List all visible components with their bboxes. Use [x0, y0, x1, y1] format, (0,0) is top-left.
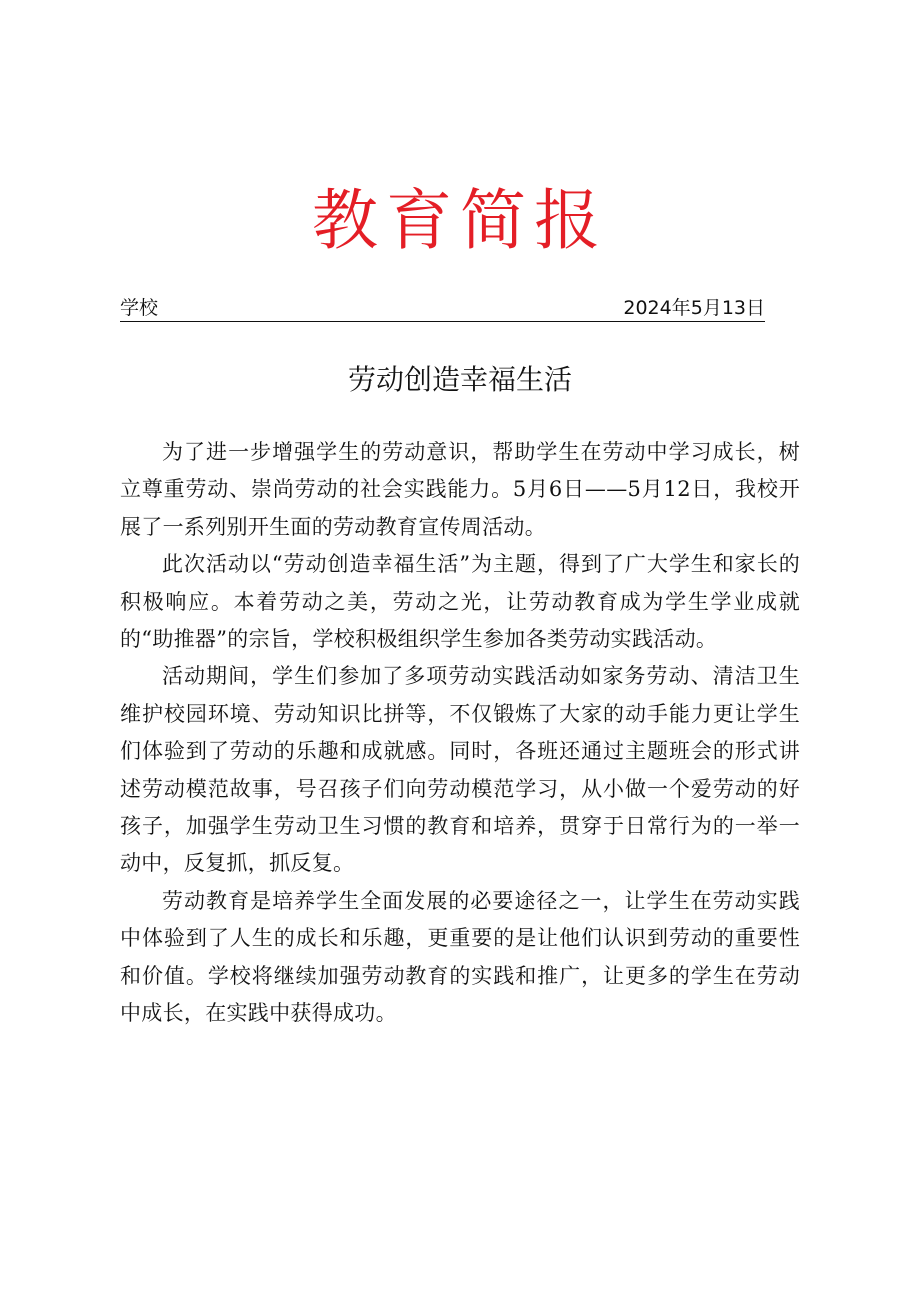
- school-label: 学校: [120, 297, 159, 319]
- article-title: 劳动创造幸福生活: [347, 363, 572, 396]
- meta-line: [120, 295, 765, 322]
- article-body: [120, 434, 800, 1033]
- issue-date: 2024年5月13日: [623, 297, 765, 319]
- paragraph-3: 活动期间，学生们参加了多项劳动实践活动如家务劳动、清洁卫生维护校园环境、劳动知识比拼等，不仅锻炼了大家的动手能力更让学生们体验到了劳动的乐趣和成就感。同时，各班还通过主题班会的形式讲述劳动模范故事，号召孩子们向劳动模范学习，从小做一个爱劳动的好孩子，加强学生劳动卫生习惯的教育和培养，贯穿于日常行为的一举一动中，反复抓，抓反复。: [120, 664, 800, 876]
- masthead-title: 教育简报: [312, 182, 608, 259]
- paragraph-4: 劳动教育是培养学生全面发展的必要途径之一，让学生在劳动实践中体验到了人生的成长和乐趣，更重要的是让他们认识到劳动的重要性和价值。学校将继续加强劳动教育的实践和推广，让更多的学生在劳动中成长，在实践中获得成功。: [120, 888, 800, 1026]
- paragraph-2: 此次活动以“劳动创造幸福生活”为主题，得到了广大学生和家长的积极响应。本着劳动之美，劳动之光，让劳动教育成为学生学业成就的“助推器”的宗旨，学校积极组织学生参加各类劳动实践活动。: [120, 552, 800, 652]
- paragraph-1: 为了进一步增强学生的劳动意识，帮助学生在劳动中学习成长，树立尊重劳动、崇尚劳动的社会实践能力。5月6日——5月12日，我校开展了一系列别开生面的劳动教育宣传周活动。: [120, 440, 800, 539]
